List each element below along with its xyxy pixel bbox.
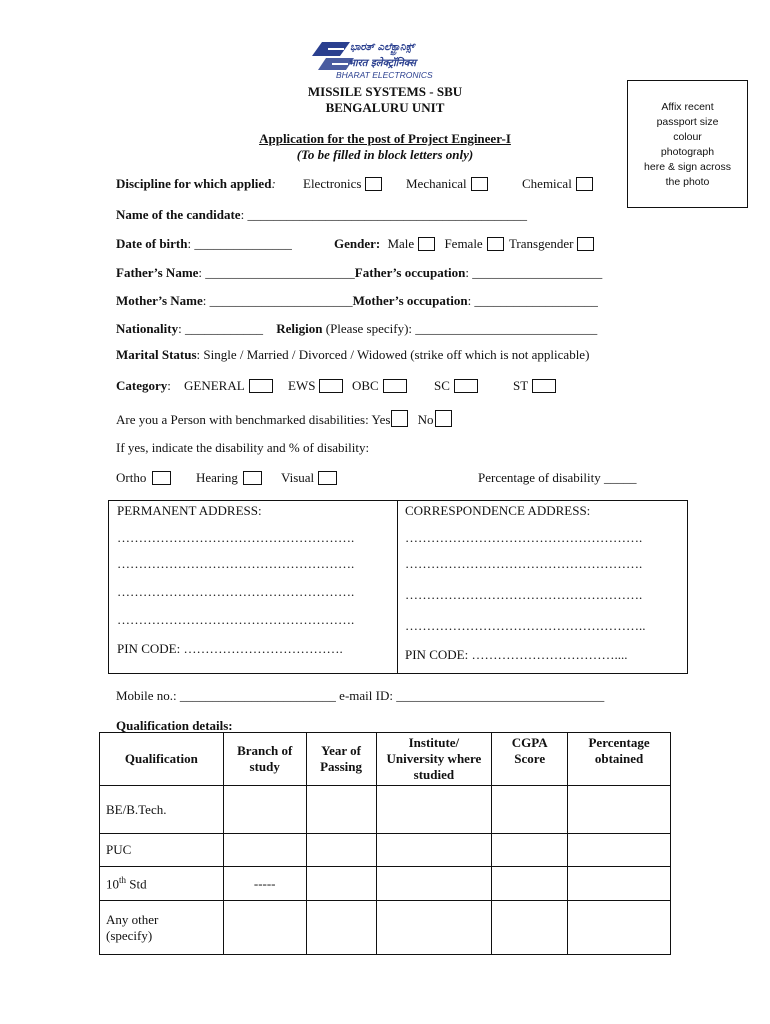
permanent-address-line[interactable]: ………………………………………………. bbox=[117, 584, 355, 599]
correspondence-address-line[interactable]: ………………………………………………. bbox=[405, 587, 643, 602]
qualification-name: BE/B.Tech. bbox=[100, 786, 224, 834]
correspondence-address-line[interactable]: ………………………………………………. bbox=[405, 556, 643, 571]
table-row bbox=[100, 786, 671, 834]
hearing-checkbox[interactable] bbox=[243, 471, 262, 485]
disability-yes-checkbox[interactable] bbox=[391, 410, 408, 427]
institute-cell[interactable] bbox=[376, 867, 492, 901]
branch-cell[interactable] bbox=[223, 786, 306, 834]
father-name-label: Father’s Name bbox=[116, 265, 199, 280]
header-year: Year of Passing bbox=[306, 733, 376, 786]
category-label: Category bbox=[116, 378, 168, 393]
category-sc[interactable] bbox=[434, 378, 478, 394]
correspondence-pin-code[interactable]: PIN CODE: …………………………….... bbox=[405, 647, 628, 662]
mother-name-label: Mother’s Name bbox=[116, 293, 203, 308]
name-line-2: (specify) bbox=[106, 927, 153, 943]
disability-question: Are you a Person with benchmarked disabilities: Yes bbox=[116, 412, 391, 427]
father-occupation-blank[interactable]: : ____________________ bbox=[465, 265, 603, 280]
institute-cell[interactable] bbox=[376, 786, 492, 834]
option-label: Electronics bbox=[303, 176, 362, 191]
table-row bbox=[100, 867, 671, 901]
permanent-pin-code[interactable]: PIN CODE: ………………………………. bbox=[117, 641, 343, 656]
female-checkbox[interactable] bbox=[487, 237, 504, 251]
disability-followup: If yes, indicate the disability and % of disability: bbox=[116, 440, 370, 455]
discipline-row bbox=[116, 176, 276, 192]
year-cell[interactable] bbox=[306, 834, 376, 867]
percentage-cell[interactable] bbox=[568, 834, 671, 867]
permanent-address-title: PERMANENT ADDRESS: bbox=[117, 503, 262, 518]
obc-checkbox[interactable] bbox=[383, 379, 407, 393]
qualification-name bbox=[100, 901, 224, 955]
gender-transgender[interactable] bbox=[509, 236, 595, 251]
table-header-row bbox=[100, 733, 671, 786]
header-cgpa: CGPA Score bbox=[492, 733, 568, 786]
option-label: Chemical bbox=[522, 176, 572, 191]
category-colon: : bbox=[167, 378, 171, 393]
branch-cell[interactable]: ----- bbox=[223, 867, 306, 901]
photo-line: passport size bbox=[656, 116, 719, 128]
qualification-table bbox=[99, 732, 671, 955]
nationality-blank[interactable]: : ____________ bbox=[178, 321, 263, 336]
header-branch: Branch of study bbox=[223, 733, 306, 786]
year-cell[interactable] bbox=[306, 867, 376, 901]
address-divider bbox=[397, 501, 398, 673]
marital-row[interactable] bbox=[116, 347, 589, 363]
option-label: OBC bbox=[352, 378, 379, 393]
option-label: EWS bbox=[288, 378, 316, 393]
nationality-row[interactable] bbox=[116, 321, 597, 337]
cgpa-cell[interactable] bbox=[492, 901, 568, 955]
disability-percentage[interactable]: Percentage of disability _____ bbox=[478, 470, 637, 485]
mother-name-blank[interactable]: : ______________________ bbox=[202, 293, 353, 308]
cgpa-cell[interactable] bbox=[492, 867, 568, 901]
ortho-checkbox[interactable] bbox=[152, 471, 171, 485]
marital-options[interactable]: : Single / Married / Divorced / Widowed (strike off which is not applicable) bbox=[196, 347, 590, 362]
disability-hearing[interactable] bbox=[196, 470, 262, 486]
form-title: Application for the post of Project Engineer-I bbox=[259, 131, 511, 146]
name-base: 10 bbox=[106, 876, 119, 892]
religion-blank[interactable]: (Please specify): ____________________________ bbox=[325, 321, 598, 336]
gender-row bbox=[334, 236, 594, 252]
branch-cell[interactable] bbox=[223, 901, 306, 955]
option-label: ST bbox=[513, 378, 529, 393]
chemical-checkbox[interactable] bbox=[576, 177, 593, 191]
option-label: Mechanical bbox=[406, 176, 467, 191]
dob-row[interactable] bbox=[116, 236, 292, 252]
male-checkbox[interactable] bbox=[418, 237, 435, 251]
correspondence-address-line[interactable]: ……………………………………………….. bbox=[405, 618, 646, 633]
disability-no-checkbox[interactable] bbox=[435, 410, 452, 427]
photo-line: photograph bbox=[660, 146, 715, 158]
option-label: Hearing bbox=[196, 470, 238, 485]
qualification-title: Qualification details: bbox=[116, 718, 233, 733]
father-occupation-label: Father’s occupation bbox=[354, 265, 466, 280]
option-label: GENERAL bbox=[184, 378, 245, 393]
disability-no[interactable] bbox=[418, 412, 452, 427]
institute-cell[interactable] bbox=[376, 901, 492, 955]
discipline-option-mechanical[interactable] bbox=[406, 176, 488, 192]
mother-row[interactable] bbox=[116, 293, 598, 309]
name-line-1: Any other bbox=[106, 911, 159, 927]
gender-female[interactable] bbox=[444, 236, 503, 251]
correspondence-address-line[interactable]: ………………………………………………. bbox=[405, 530, 643, 545]
cgpa-cell[interactable] bbox=[492, 786, 568, 834]
discipline-option-electronics[interactable] bbox=[303, 176, 382, 192]
electronics-checkbox[interactable] bbox=[365, 177, 382, 191]
photo-box[interactable] bbox=[627, 80, 748, 208]
org-line-1: MISSILE SYSTEMS - SBU bbox=[307, 84, 463, 99]
mechanical-checkbox[interactable] bbox=[471, 177, 488, 191]
gender-label: Gender: bbox=[334, 236, 381, 251]
header-qualification: Qualification bbox=[100, 733, 224, 786]
transgender-checkbox[interactable] bbox=[577, 237, 594, 251]
candidate-name-label: Name of the candidate bbox=[116, 207, 241, 222]
category-label-row bbox=[116, 378, 171, 394]
disability-ortho[interactable] bbox=[116, 470, 171, 486]
discipline-label: Discipline for which applied bbox=[116, 176, 272, 191]
mother-occupation-label: Mother’s occupation bbox=[352, 293, 468, 308]
disability-visual[interactable] bbox=[281, 470, 337, 486]
nationality-label: Nationality bbox=[116, 321, 179, 336]
correspondence-address-title: CORRESPONDENCE ADDRESS: bbox=[405, 503, 591, 518]
category-st[interactable] bbox=[513, 378, 556, 394]
father-name-blank[interactable]: : _______________________ bbox=[198, 265, 355, 280]
st-checkbox[interactable] bbox=[532, 379, 556, 393]
contact-row[interactable] bbox=[116, 688, 604, 704]
name-sup: th bbox=[119, 874, 127, 885]
photo-line: the photo bbox=[665, 176, 710, 188]
permanent-address-line[interactable]: ………………………………………………. bbox=[117, 556, 355, 571]
percentage-cell[interactable] bbox=[568, 901, 671, 955]
photo-line: colour bbox=[673, 131, 702, 143]
religion-label: Religion bbox=[276, 321, 323, 336]
logo-kannada: ಭಾರತ್ ಎಲೆಕ್ಟ್ರಾನಿಕ್ಸ್ bbox=[350, 42, 415, 53]
logo-english: BHARAT ELECTRONICS bbox=[336, 70, 433, 80]
org-line-2: BENGALURU UNIT bbox=[325, 100, 445, 115]
category-general[interactable] bbox=[184, 378, 273, 394]
percentage-cell[interactable] bbox=[568, 867, 671, 901]
company-logo bbox=[310, 40, 460, 82]
option-label: SC bbox=[434, 378, 450, 393]
header-percentage: Percentage obtained bbox=[568, 733, 671, 786]
category-obc[interactable] bbox=[352, 378, 407, 394]
marital-label: Marital Status bbox=[116, 347, 197, 362]
photo-line: Affix recent bbox=[661, 101, 714, 113]
form-subtitle: (To be filled in block letters only) bbox=[296, 147, 474, 162]
header-institute: Institute/ University where studied bbox=[376, 733, 492, 786]
table-row bbox=[100, 901, 671, 955]
discipline-option-chemical[interactable] bbox=[522, 176, 593, 192]
address-box bbox=[108, 500, 688, 674]
candidate-name-blank[interactable]: : ___________________________________________ bbox=[240, 207, 527, 222]
option-label: Female bbox=[444, 236, 483, 251]
father-row[interactable] bbox=[116, 265, 602, 281]
table-row bbox=[100, 834, 671, 867]
category-ews[interactable] bbox=[288, 378, 343, 394]
dob-blank[interactable]: : _______________ bbox=[187, 236, 292, 251]
name-rest: Std bbox=[126, 876, 147, 892]
email-field[interactable]: e-mail ID: ________________________________ bbox=[339, 688, 605, 703]
qualification-name bbox=[100, 867, 224, 901]
logo-hindi: भारत इलेक्ट्रॉनिक्स bbox=[348, 58, 416, 69]
visual-checkbox[interactable] bbox=[318, 471, 337, 485]
qualification-name: PUC bbox=[100, 834, 224, 867]
photo-line: here & sign across bbox=[644, 161, 731, 173]
percentage-cell[interactable] bbox=[568, 786, 671, 834]
discipline-colon: : bbox=[271, 176, 276, 191]
option-label: Male bbox=[387, 236, 415, 251]
permanent-address-line[interactable]: ………………………………………………. bbox=[117, 612, 355, 627]
sc-checkbox[interactable] bbox=[454, 379, 478, 393]
institute-cell[interactable] bbox=[376, 834, 492, 867]
permanent-address-line[interactable]: ………………………………………………. bbox=[117, 530, 355, 545]
cgpa-cell[interactable] bbox=[492, 834, 568, 867]
option-label: Ortho bbox=[116, 470, 147, 485]
option-label: Visual bbox=[281, 470, 315, 485]
mobile-field[interactable]: Mobile no.: ________________________ bbox=[116, 688, 336, 703]
gender-male[interactable] bbox=[387, 236, 435, 251]
option-label: Transgender bbox=[508, 236, 574, 251]
branch-cell[interactable] bbox=[223, 834, 306, 867]
disability-question-row bbox=[116, 410, 452, 428]
option-label: No bbox=[417, 412, 434, 427]
year-cell[interactable] bbox=[306, 786, 376, 834]
ews-checkbox[interactable] bbox=[319, 379, 343, 393]
candidate-name-row[interactable] bbox=[116, 207, 527, 223]
year-cell[interactable] bbox=[306, 901, 376, 955]
general-checkbox[interactable] bbox=[249, 379, 273, 393]
mother-occupation-blank[interactable]: : ___________________ bbox=[467, 293, 598, 308]
dob-label: Date of birth bbox=[116, 236, 188, 251]
